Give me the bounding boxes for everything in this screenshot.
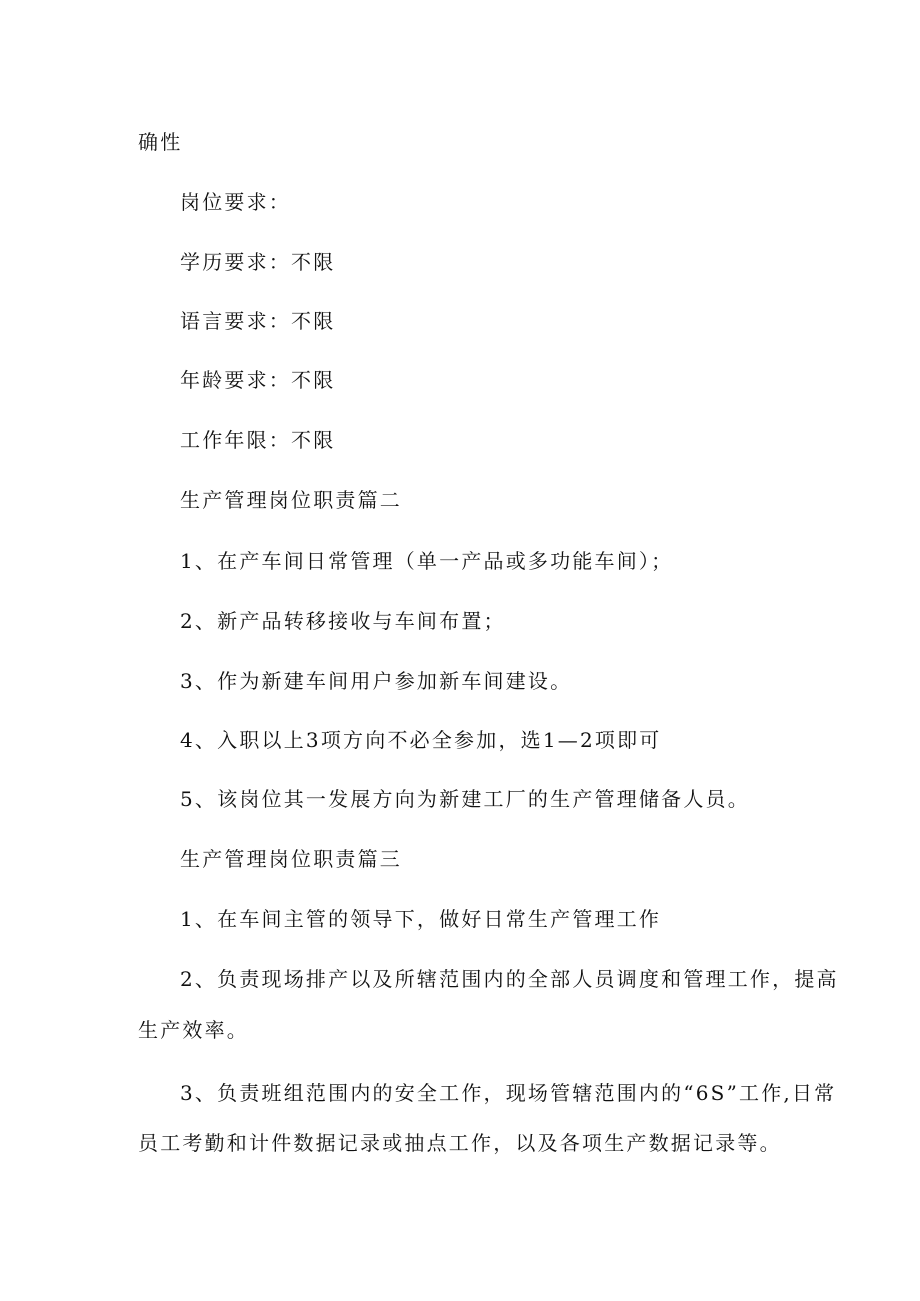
text-line: 岗位要求：: [180, 190, 291, 214]
text-line: 员工考勤和计件数据记录或抽点工作，以及各项生产数据记录等。: [138, 1131, 782, 1155]
text-line: 1、在车间主管的领导下，做好日常生产管理工作: [180, 907, 662, 931]
text-line: 工作年限：不限: [180, 428, 336, 452]
text-line: 4、入职以上3项方向不必全参加，选1—2项即可: [180, 728, 662, 752]
section-heading: 生产管理岗位职责篇二: [180, 488, 402, 512]
section-heading: 生产管理岗位职责篇三: [180, 847, 402, 871]
text-line: 年龄要求：不限: [180, 368, 336, 392]
text-line: 3、作为新建车间用户参加新车间建设。: [180, 669, 573, 693]
text-line: 5、该岗位其一发展方向为新建工厂的生产管理储备人员。: [180, 787, 750, 811]
text-line: 语言要求：不限: [180, 309, 336, 333]
text-line: 3、负责班组范围内的安全工作，现场管辖范围内的“6S”工作,日常: [180, 1081, 837, 1105]
text-line: 生产效率。: [138, 1018, 249, 1042]
text-line: 1、在产车间日常管理（单一产品或多功能车间）；: [180, 549, 674, 573]
text-line: 确性: [138, 130, 183, 154]
text-line: 2、负责现场排产以及所辖范围内的全部人员调度和管理工作，提高: [180, 967, 839, 991]
text-line: 学历要求：不限: [180, 250, 336, 274]
text-line: 2、新产品转移接收与车间布置；: [180, 609, 506, 633]
